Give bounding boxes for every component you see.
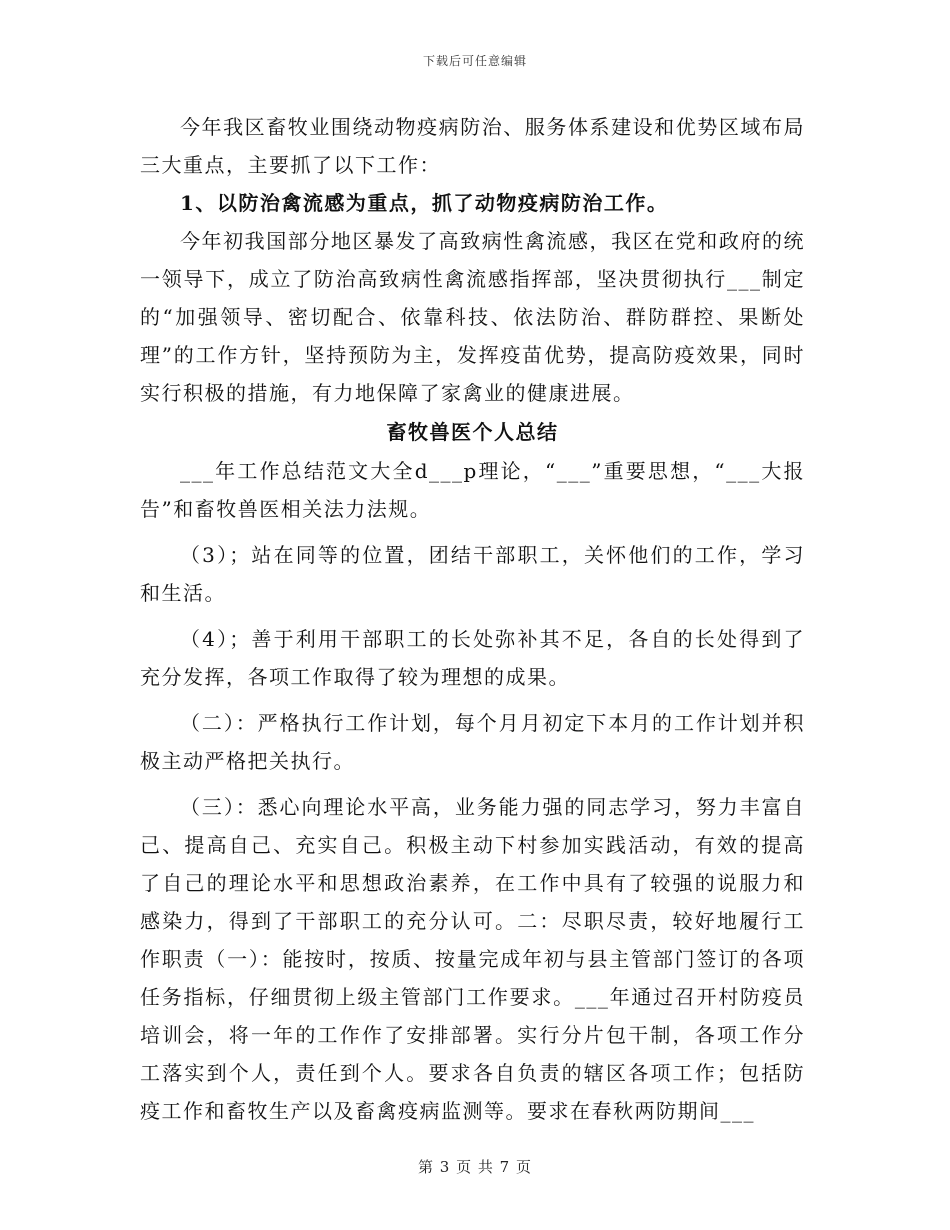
document-body <box>140 108 805 1130</box>
paragraph-item-4: （4）；善于利用干部职工的长处弥补其不足，各自的长处得到了充分发挥，各项工作取得了较为理想的成果。 <box>140 627 805 689</box>
paragraph-item-3: （3）；站在同等的位置，团结干部职工，关怀他们的工作，学习和生活。 <box>140 543 805 605</box>
paragraph-theory: ___年工作总结范文大全d___p理论，“___”重要思想，“___大报告”和畜牧兽医相关法力法规。 <box>140 459 805 521</box>
paragraph-intro: 今年我区畜牧业围绕动物疫病防治、服务体系建设和优势区域布局三大重点，主要抓了以下工作： <box>140 115 805 177</box>
section-heading-1: 1、以防治禽流感为重点，抓了动物疫病防治工作。 <box>180 191 669 215</box>
document-title: 畜牧兽医个人总结 <box>386 420 559 444</box>
paragraph-bird-flu: 今年初我国部分地区暴发了高致病性禽流感，我区在党和政府的统一领导下，成立了防治高致病性禽流感指挥部，坚决贯彻执行___制定的“加强领导、密切配合、依靠科技、依法防治、群防群控、果断处理”的工作方针，坚持预防为主，发挥疫苗优势，提高防疫效果，同时实行积极的措施，有力地保障了家禽业的健康进展。 <box>140 229 805 405</box>
page-header: 下载后可任意编辑 <box>422 54 527 68</box>
paragraph-plan: （二）：严格执行工作计划，每个月月初定下本月的工作计划并积极主动严格把关执行。 <box>140 711 805 773</box>
paragraph-study: （三）：悉心向理论水平高，业务能力强的同志学习，努力丰富自己、提高自己、充实自己。积极主动下村参加实践活动，有效的提高了自己的理论水平和思想政治素养，在工作中具有了较强的说服力和感染力，得到了干部职工的充分认可。二：尽职尽责，较好地履行工作职责（一）：能按时，按质、按量完成年初与县主管部门签订的各项任务指标，仔细贯彻上级主管部门工作要求。___年通过召开村防疫员培训会，将一年的工作作了安排部署。实行分片包干制，各项工作分工落实到个人，责任到个人。要求各自负责的辖区各项工作；包括防疫工作和畜牧生产以及畜禽疫病监测等。要求在春秋两防期间___ <box>140 795 805 1123</box>
page-footer: 第 3 页 共 7 页 <box>418 1158 532 1176</box>
